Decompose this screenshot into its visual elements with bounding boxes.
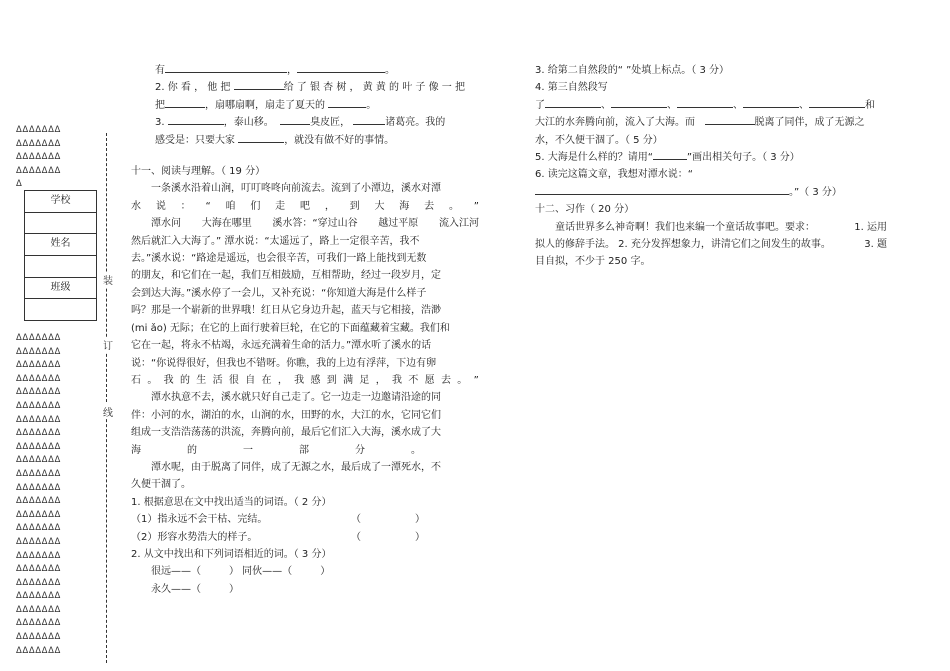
blank[interactable] [328,97,366,108]
composition-req-line-3: 目自拟，不少于 250 字。 [535,256,651,268]
spaced-char: 流入江河 [439,218,479,230]
blank[interactable] [280,114,310,125]
name-field[interactable] [25,256,97,278]
passage-line: 伴：小河的水，湖泊的水，山涧的水，田野的水，大江的水，它同它们 [131,409,441,421]
spaced-char: 我 [294,374,305,386]
answer-blank[interactable] [363,529,411,543]
school-label: 学校 [25,191,97,213]
question-6-answer-line: 。”（ 3 分） [535,184,887,201]
spaced-char: 水 [131,200,141,212]
passage-line: 会到达大海。”溪水停了一会儿，又补充说：“你知道大海是什么样子 [131,287,427,299]
spaced-char: 。 [457,374,468,386]
passage-line: 吗？那是一个崭新的世界哦！红日从它身边升起，蓝天与它相接，浩渺 [131,305,441,317]
spaced-char: 我 [163,374,174,386]
blank[interactable] [705,114,755,125]
passage-line: 久便干涸了。 [131,479,191,491]
spaced-char: 海 [131,444,141,456]
class-field[interactable] [25,299,97,321]
spaced-char: 足 [359,374,370,386]
composition-req-line-2: 拟人的修辞手法。 2. 充分发挥想象力，讲清它们之间发生的故事。 3. 题 [535,239,887,251]
spaced-char: ” [473,200,479,212]
school-field[interactable] [25,212,97,234]
spaced-char: 一 [243,444,253,456]
binding-char-zhuang: 装 [103,272,113,287]
blank[interactable] [809,97,865,108]
spaced-char: 。 [448,200,459,212]
spaced-char: 海 [399,200,410,212]
spaced-char: 吧 [299,200,310,212]
blank[interactable] [165,97,205,108]
spaced-char: 的 [187,444,197,456]
spaced-char: 我 [392,374,402,386]
spaced-char: 很 [228,374,239,386]
spaced-char: 生 [196,374,207,386]
binding-dashed-line [106,133,107,663]
spaced-char: 。 [411,444,421,456]
fill-line-1: 有 ， 。 [131,62,479,79]
question-3: 3. 给第二自然段的“ ”处填上标点。（ 3 分） [535,65,729,76]
blank[interactable] [234,79,284,90]
answer-blank[interactable] [363,511,411,525]
spaced-char: ， [375,374,386,386]
spaced-char: 大 [374,200,385,212]
spaced-char: 越过平原 [378,218,419,230]
spaced-char: 去 [440,374,451,386]
question-2: 2. 从文中找出和下列词语相近的词。（ 3 分） [131,548,332,560]
spaced-char: 到 [349,200,360,212]
spaced-char: 的 [179,374,190,386]
spaced-char: 自 [245,374,256,386]
blank[interactable] [653,149,687,160]
passage-line: 然后就汇入大海了。” 潭水说：“太遥远了，路上一定很辛苦，我不 [131,235,420,247]
blank[interactable] [168,114,224,125]
passage-line: 的朋友，和它们在一起，我们互相鼓励，互相帮助，经过一段岁月，定 [131,270,441,282]
spaced-char: 不 [408,374,419,386]
binding-char-ding: 订 [103,337,113,352]
passage-line-spaced [131,215,479,232]
question-2-line-2: 永久——（ ） [151,583,239,595]
passage-line: 潭水呢，由于脱离了同伴，成了无源之水，最后成了一潭死水，不 [151,461,441,473]
class-label: 班级 [25,277,97,299]
blank[interactable] [611,97,667,108]
blank[interactable] [238,132,284,143]
spaced-char: ， [277,374,288,386]
spaced-char: 在 [261,374,272,386]
spaced-char: ” [473,374,479,386]
passage-line: 潭水执意不去，溪水就只好自己走了。它一边走一边邀请沿途的同 [151,392,441,404]
spaced-char: 石 [131,374,141,386]
question-2-line-1: 很远——（ ） 同伙——（ ） [151,566,331,578]
question-4-line-2: 了 、 、 、 、 和 [535,97,887,114]
question-4-line-4: 水，不久便干涸了。（ 5 分） [535,134,663,146]
question-5: 5. 大海是什么样的？请用“ ”画出相关句子。（ 3 分） [535,149,887,166]
passage-line: 去。”溪水说：“路途是遥远，也会很辛苦，可我们一路上能找到无数 [131,253,427,265]
spaced-char: 。 [147,374,158,386]
blank[interactable] [297,62,385,73]
question-1-1: （1）指永远不会干枯、完结。 （ ） [131,511,479,528]
question-1: 1. 根据意思在文中找出适当的词语。（ 2 分） [131,496,332,508]
spaced-char: 大海在哪里 [201,218,252,230]
blank[interactable] [353,114,385,125]
fill-line-3: 把 ，扇哪扇啊，扇走了夏天的 。 [131,97,479,114]
question-6: 6. 读完这篇文章，我想对潭水说：“ [535,169,693,181]
section-12-heading: 十二、习作（ 20 分） [535,204,635,216]
spaced-char: 说 [155,200,166,212]
passage-line: 组成一支浩浩荡荡的洪流，奔腾向前，最后它们汇入大海，溪水成了大 [131,427,441,439]
spaced-char: 分 [355,444,365,456]
passage-line-spaced [131,198,479,215]
student-info-table [24,190,97,321]
passage-line-spaced [131,442,421,459]
spaced-char: 去 [424,200,435,212]
right-column [535,62,887,271]
blank[interactable] [677,97,733,108]
triangle-border-bottom: ΔΔΔΔΔΔΔ ΔΔΔΔΔΔΔ ΔΔΔΔΔΔΔ ΔΔΔΔΔΔΔ ΔΔΔΔΔΔΔ ΔΔΔΔΔΔΔ ΔΔΔΔΔΔΔ ΔΔΔΔΔΔΔ ΔΔΔΔΔΔΔ ΔΔΔΔΔΔΔ ΔΔΔΔΔΔΔ ΔΔΔΔΔΔΔ ΔΔΔΔΔΔΔ ΔΔΔΔΔΔΔ ΔΔΔΔΔΔΔ ΔΔΔΔΔΔΔ ΔΔΔΔΔΔΔ ΔΔΔΔΔΔΔ ΔΔΔΔΔΔΔ ΔΔΔΔΔΔΔ ΔΔΔΔΔΔΔ ΔΔΔΔΔΔΔ ΔΔΔΔΔΔΔ ΔΔΔΔΔΔΔ [16,333,61,656]
passage-line: 它在一起，将永不枯竭，永远充满着生命的活力。”潭水听了溪水的话 [131,340,432,352]
fill-line-4: 3. ，泰山移。 臭皮匠， 诸葛亮。我的 [131,114,479,131]
spaced-char: 咱 [225,200,236,212]
passage-line: 说：“你说得很好，但我也不错呀。你瞧，我的上边有浮萍，下边有卵 [131,357,437,369]
spaced-char: 潭水问 [151,218,181,230]
spaced-char: 们 [250,200,261,212]
question-4-line-3: 大江的水奔腾向前，流入了大海。而 脱离了同伴，成了无源之 [535,114,887,131]
fill-line-2: 2. 你 看 ， 他 把 给 了 银 杏 树 ， 黄 黄 的 叶 子 像 一 把 [131,79,479,96]
blank[interactable] [545,97,601,108]
passage-line: 一条溪水沿着山涧，叮叮咚咚向前流去。流到了小潭边，溪水对潭 [151,183,441,195]
triangle-border-top: ΔΔΔΔΔΔΔ ΔΔΔΔΔΔΔ ΔΔΔΔΔΔΔ ΔΔΔΔΔΔΔ Δ [16,125,61,190]
blank[interactable] [743,97,799,108]
spaced-char: “ [205,200,211,212]
section-11-heading: 十一、阅读与理解。（ 19 分） [131,166,266,178]
spaced-char: 走 [275,200,286,212]
question-4: 4. 第三自然段写 [535,82,608,94]
spaced-char: 满 [343,374,354,386]
blank[interactable] [165,62,287,73]
binding-char-xian: 线 [103,404,113,419]
spaced-char: 愿 [424,374,435,386]
passage-line-spaced [131,372,479,389]
name-label: 姓名 [25,234,97,256]
left-column [131,62,479,598]
composition-req-line-1: 童话世界多么神奇啊！我们也来编一个童话故事吧。要求： 1. 运用 [555,221,887,233]
blank[interactable] [535,184,789,195]
fill-line-5: 感受是：只要大家 ，就没有做不好的事情。 [131,132,479,149]
question-1-2: （2）形容水势浩大的样子。 （ ） [131,529,479,546]
spaced-char: ： [180,200,191,212]
passage-line: (mi ǎo) 无际；在它的上面行驶着巨轮，在它的下面蕴藏着宝藏。我们和 [131,322,450,334]
spaced-char: 活 [212,374,223,386]
spaced-char: 溪水答：“穿过山谷 [272,218,358,230]
spaced-char: ， [324,200,335,212]
spaced-char: 部 [299,444,309,456]
spaced-char: 感 [310,374,321,386]
spaced-char: 到 [326,374,337,386]
